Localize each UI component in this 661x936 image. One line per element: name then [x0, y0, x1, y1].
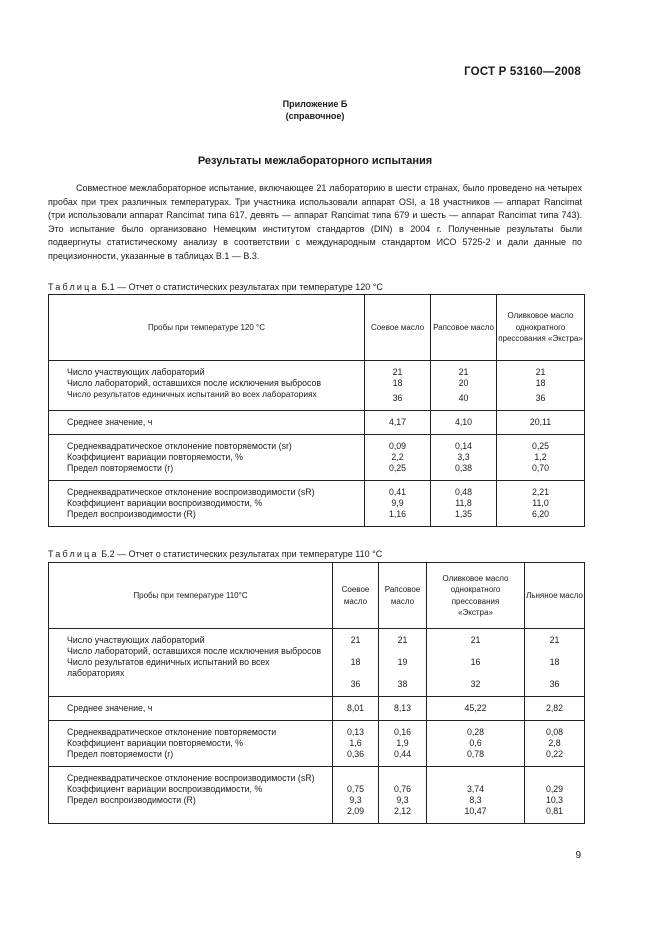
table1-head-col: Соевое масло — [365, 295, 431, 361]
cell-value: 0,81 — [545, 806, 564, 816]
cell-value: 21 — [470, 635, 481, 645]
cell-value: 0,76 — [393, 784, 412, 794]
table1-caption-word: Таблица — [48, 282, 99, 292]
row-label: Среднеквадратическое отклонение повторяемости — [67, 727, 277, 737]
cell-value: 8,3 — [469, 795, 482, 805]
cell-value: 21 — [397, 635, 408, 645]
table2-col-values — [379, 767, 427, 824]
cell-value: 0,38 — [454, 463, 473, 473]
cell-value: 11,0 — [532, 498, 549, 508]
table2-col-values — [525, 767, 585, 824]
cell-value: 0,09 — [388, 441, 407, 451]
table2-caption-word: Таблица — [48, 549, 99, 559]
cell-value: 0,48 — [454, 487, 473, 497]
cell-value: 20,11 — [529, 417, 552, 427]
table1-row-group — [49, 481, 585, 527]
section-title: Результаты межлабораторного испытания — [197, 155, 433, 167]
cell-value: 18 — [535, 378, 546, 388]
table1-labels — [49, 481, 365, 527]
cell-value: 9,3 — [396, 795, 409, 805]
cell-value: 21 — [350, 635, 361, 645]
table2-col-values — [379, 697, 427, 721]
cell-value: 0,14 — [454, 441, 473, 451]
table1-caption — [48, 282, 383, 292]
cell-value: 0,36 — [346, 749, 365, 759]
cell-value: 0,41 — [388, 487, 407, 497]
table1-labels — [49, 435, 365, 481]
cell-value: 6,20 — [531, 509, 550, 519]
row-label: Число лабораторий, оставшихся после исключения выбросов — [67, 378, 322, 388]
table2-caption-text: Б.2 — Отчет о статистических результатах при температуре 110 °С — [101, 549, 383, 559]
appendix-kind: (справочное) — [285, 111, 345, 121]
table2-col-values — [525, 721, 585, 767]
table2-head-col: Оливковое масло однократного прессования «Экстра» — [427, 563, 525, 629]
table2-labels — [49, 767, 333, 824]
table1-labels — [49, 411, 365, 435]
table2-head-col: Соевое масло — [333, 563, 379, 629]
row-label: Коэффициент вариации воспроизводимости, % — [67, 498, 263, 508]
cell-value: 0,25 — [388, 463, 407, 473]
cell-value: 19 — [397, 657, 408, 667]
row-label: Коэффициент вариации повторяемости, % — [67, 452, 243, 462]
cell-value: 2,82 — [545, 703, 564, 713]
table2-col-values — [427, 767, 525, 824]
row-label: Среднее значение, ч — [67, 417, 153, 427]
table2-col-values — [427, 629, 525, 697]
cell-value: 21 — [535, 367, 546, 377]
cell-value: 1,2 — [534, 452, 547, 462]
row-label: Среднеквадратическое отклонение воспроизводимости (sR) — [67, 487, 315, 497]
row-label: Среднеквадратическое отклонение повторяемости (sr) — [67, 441, 292, 451]
cell-value: 0,78 — [466, 749, 485, 759]
table2-header-row — [49, 563, 585, 629]
cell-value: 2,12 — [393, 806, 412, 816]
cell-value: 0,16 — [393, 727, 412, 737]
row-label: Число результатов единичных испытаний во всех лабораториях — [67, 657, 270, 678]
cell-value: 21 — [549, 635, 560, 645]
table2-row-group — [49, 767, 585, 824]
table1-col-values — [365, 481, 431, 527]
cell-value: 21 — [392, 367, 403, 377]
row-label: Предел воспроизводимости (R) — [67, 509, 196, 519]
cell-value: 0,28 — [466, 727, 485, 737]
table2-row-group — [49, 697, 585, 721]
table2-head-label: Пробы при температуре 110°С — [49, 563, 333, 629]
table2-col-values — [333, 721, 379, 767]
row-label: Предел воспроизводимости (R) — [67, 795, 196, 805]
table1-head-col: Оливковое масло однократного прессования «Экстра» — [497, 295, 585, 361]
cell-value: 18 — [549, 657, 560, 667]
row-label: Коэффициент вариации повторяемости, % — [67, 738, 243, 748]
intro-paragraph — [48, 182, 582, 264]
cell-value: 10,47 — [464, 806, 487, 816]
row-label: Число участвующих лабораторий — [67, 367, 205, 377]
cell-value: 16 — [470, 657, 481, 667]
cell-value: 0,70 — [531, 463, 550, 473]
cell-value: 8,13 — [393, 703, 412, 713]
cell-value: 0,29 — [545, 784, 564, 794]
cell-value: 1,6 — [349, 738, 362, 748]
table2-col-values — [525, 629, 585, 697]
table2-col-values — [333, 629, 379, 697]
cell-value: 4,17 — [388, 417, 407, 427]
cell-value: 20 — [458, 378, 469, 388]
cell-value: 32 — [470, 679, 481, 689]
table1-col-values — [497, 361, 585, 411]
table2-col-values — [427, 697, 525, 721]
cell-value: 0,44 — [393, 749, 412, 759]
table2-col-values — [379, 629, 427, 697]
row-label: Среднее значение, ч — [67, 703, 153, 713]
cell-value: 3,3 — [457, 452, 470, 462]
cell-value: 38 — [397, 679, 408, 689]
table1-col-values — [365, 411, 431, 435]
cell-value: 45,22 — [464, 703, 487, 713]
table2-col-values — [525, 697, 585, 721]
table2-col-values — [333, 697, 379, 721]
cell-value: 0,13 — [346, 727, 365, 737]
row-label: Среднеквадратическое отклонение воспроизводимости (sR) — [67, 773, 315, 783]
table2-row-group — [49, 629, 585, 697]
row-label: Число лабораторий, оставшихся после исключения выбросов — [67, 646, 322, 656]
cell-value: 0,75 — [346, 784, 365, 794]
table2-col-values — [379, 721, 427, 767]
cell-value: 36 — [549, 679, 560, 689]
table2-head-col: Рапсовое масло — [379, 563, 427, 629]
appendix-title: Приложение Б — [282, 99, 348, 109]
cell-value: 3,74 — [466, 784, 485, 794]
cell-value: 40 — [458, 393, 469, 403]
table2-col-values — [427, 721, 525, 767]
cell-value: 9,3 — [349, 795, 362, 805]
intro-text: Совместное межлабораторное испытание, включающее 21 лабораторию в шести странах, было проведено на четырех пробах при трех различных температурах. Три участника использовали аппарат OSI, а 18 участников — аппарат Rancimat (три использовали аппарат Rancimat типа 617, девять — аппарат Rancimat типа 679 и шесть — аппарат Rancimat типа 743). Это испытание было организовано Немецким институтом стандартов (DIN) в 2004 г. Полученные результаты были подвергнуты статистическому анализу в соответствии с международным стандартом ИСО 5725-2 и дали данные по прецизионности, указанные в таблицах В.1 — В.3. — [48, 183, 582, 261]
cell-value: 1,9 — [396, 738, 409, 748]
cell-value: 1,35 — [454, 509, 473, 519]
cell-value: 2,21 — [531, 487, 550, 497]
table2-labels — [49, 697, 333, 721]
cell-value: 1,16 — [388, 509, 407, 519]
cell-value: 11,8 — [455, 498, 472, 508]
cell-value: 0,08 — [545, 727, 564, 737]
cell-value: 18 — [392, 378, 403, 388]
table1-col-values — [365, 361, 431, 411]
table2-caption — [48, 549, 382, 559]
table1-col-values — [497, 435, 585, 481]
table1-header-row — [49, 295, 585, 361]
table2-row-group — [49, 721, 585, 767]
row-label: Коэффициент вариации воспроизводимости, % — [67, 784, 263, 794]
row-label: Предел повторяемости (r) — [67, 463, 174, 473]
cell-value: 10,3 — [545, 795, 564, 805]
table1-row-group — [49, 435, 585, 481]
table1-head-col: Рапсовое масло — [431, 295, 497, 361]
cell-value: 8,01 — [346, 703, 365, 713]
cell-value: 2,8 — [548, 738, 561, 748]
table2-labels — [49, 721, 333, 767]
row-label: Число участвующих лабораторий — [67, 635, 205, 645]
table1-head-label: Пробы при температуре 120 °С — [49, 295, 365, 361]
table1-col-values — [431, 435, 497, 481]
table1-col-values — [497, 481, 585, 527]
table2-head-col: Льняное масло — [525, 563, 585, 629]
cell-value: 18 — [350, 657, 361, 667]
table1-col-values — [431, 361, 497, 411]
cell-value: 36 — [535, 393, 546, 403]
table1-col-values — [365, 435, 431, 481]
table2-col-values — [333, 767, 379, 824]
table1-col-values — [431, 411, 497, 435]
cell-value: 21 — [458, 367, 469, 377]
table1-col-values — [497, 411, 585, 435]
table2 — [48, 562, 585, 824]
cell-value: 0,22 — [545, 749, 564, 759]
cell-value: 0,6 — [469, 738, 482, 748]
table2-labels — [49, 629, 333, 697]
table1-row-group — [49, 411, 585, 435]
page-number: 9 — [575, 850, 581, 861]
table1-caption-text: Б.1 — Отчет о статистических результатах при температуре 120 °С — [101, 282, 383, 292]
cell-value: 2,2 — [391, 452, 404, 462]
cell-value: 9,9 — [391, 498, 404, 508]
cell-value: 36 — [350, 679, 361, 689]
row-label: Число результатов единичных испытаний во всех лабораториях — [67, 389, 317, 399]
cell-value: 0,25 — [531, 441, 550, 451]
appendix-heading — [0, 98, 630, 122]
cell-value: 36 — [392, 393, 403, 403]
table1 — [48, 294, 585, 527]
cell-value: 2,09 — [346, 806, 365, 816]
table1-row-group — [49, 361, 585, 411]
row-label: Предел повторяемости (r) — [67, 749, 174, 759]
cell-value: 4,10 — [454, 417, 473, 427]
standard-designation: ГОСТ Р 53160—2008 — [464, 66, 581, 78]
table1-col-values — [431, 481, 497, 527]
table1-labels — [49, 361, 365, 411]
